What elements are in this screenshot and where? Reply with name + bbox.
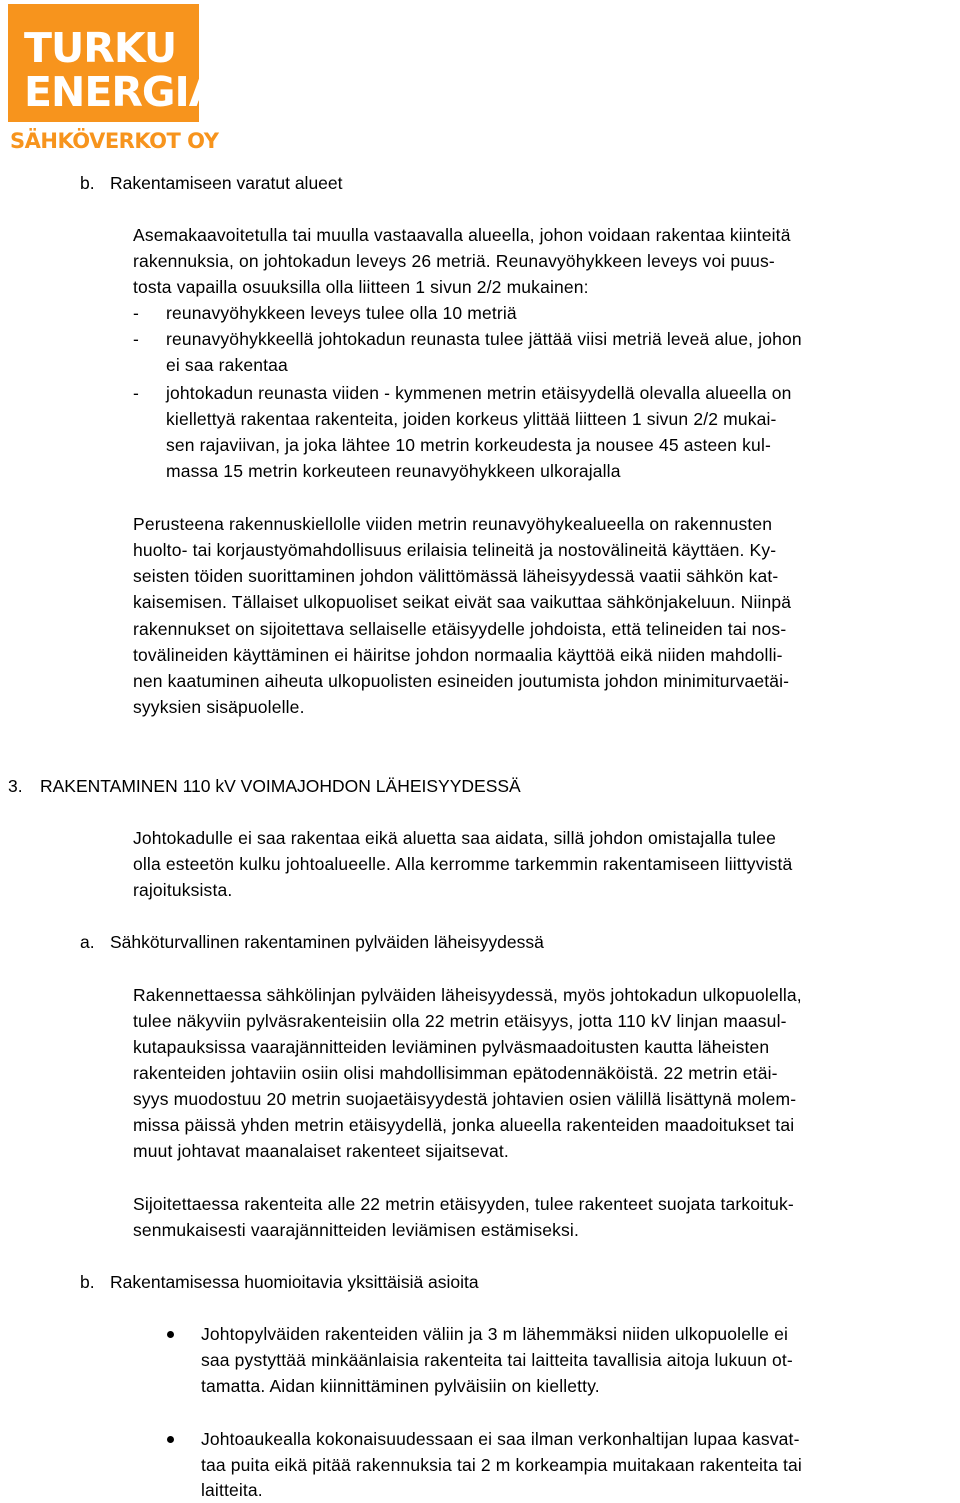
paragraph-line: senmukaisesti vaarajännitteiden leviämisen estämiseksi. [133, 1220, 579, 1240]
section-3-number: 3. [8, 776, 23, 796]
paragraph-line: nen kaatuminen aiheuta ulkopuolisten esineiden joutumista johdon minimiturvaetäi- [133, 671, 790, 691]
logo-text-energia: ENERGIA [24, 68, 220, 116]
bullet-item-line: laitteita. [201, 1480, 263, 1500]
bullet-item-line: tamatta. Aidan kiinnittäminen pylväisiin on kielletty. [201, 1376, 600, 1396]
paragraph-line: tulee näkyviin pylväsrakenteisiin olla 22 metrin etäisyys, jotta 110 kV linjan maasul- [133, 1011, 787, 1031]
section-3-title: RAKENTAMINEN 110 kV VOIMAJOHDON LÄHEISYYDESSÄ [40, 776, 521, 796]
logo-text-turku: TURKU [24, 24, 177, 72]
paragraph-line: missa päissä yhden metrin etäisyydellä, jonka alueella rakenteiden maadoitukset tai [133, 1115, 795, 1135]
bullet-item-line: Johtoaukealla kokonaisuudessaan ei saa ilman verkonhaltijan lupaa kasvat- [201, 1429, 800, 1449]
paragraph-line: Asemakaavoitetulla tai muulla vastaavalla alueella, johon voidaan rakentaa kiinteitä [133, 225, 791, 245]
paragraph-line: tosta vapailla osuuksilla olla liitteen 1 sivun 2/2 mukainen: [133, 277, 589, 297]
paragraph-line: kaisemisen. Tällaiset ulkopuoliset seikat eivät saa vaikuttaa sähkönjakeluun. Niinpä [133, 592, 792, 612]
paragraph-line: rakenteiden johtaviin osiin olisi mahdollisimman epätodennäköistä. 22 metrin etäi- [133, 1063, 778, 1083]
paragraph-line: muut johtavat maanalaiset rakenteet sijaitsevat. [133, 1141, 509, 1161]
list-item-line: johtokadun reunasta viiden - kymmenen metrin etäisyydellä olevalla alueella on [166, 383, 792, 403]
paragraph-line: olla esteetön kulku johtoalueelle. Alla kerromme tarkemmin rakentamiseen liittyvistä [133, 854, 793, 874]
list-item-line: reunavyöhykkeellä johtokadun reunasta tulee jättää viisi metriä leveä alue, johon [166, 329, 802, 349]
list-item-line: reunavyöhykkeen leveys tulee olla 10 metriä [166, 303, 517, 323]
bullet-item-line: saa pystyttää minkäänlaisia rakenteita tai laitteita tavallisia aitoja lukuun ot- [201, 1350, 793, 1370]
paragraph-line: Johtokadulle ei saa rakentaa eikä aluetta saa aidata, sillä johdon omistajalla tulee [133, 828, 777, 848]
section-b2-marker: b. [80, 1272, 95, 1292]
list-item-line: massa 15 metrin korkeuteen reunavyöhykkeen ulkorajalla [166, 461, 621, 481]
paragraph-line: Perusteena rakennuskiellolle viiden metrin reunavyöhykealueella on rakennusten [133, 514, 773, 534]
section-b2-title: Rakentamisessa huomioitavia yksittäisiä asioita [110, 1272, 479, 1292]
list-dash: - [133, 329, 139, 349]
section-b1-title: Rakentamiseen varatut alueet [110, 173, 343, 193]
paragraph-line: syyksien sisäpuolelle. [133, 697, 305, 717]
section-b1-marker: b. [80, 173, 95, 193]
list-item-line: kiellettyä rakentaa rakenteita, joiden korkeus ylittää liitteen 1 sivun 2/2 mukai- [166, 409, 777, 429]
paragraph-line: kutapauksissa vaarajännitteiden leviäminen pylväsmaadoitusten kautta läheisten [133, 1037, 770, 1057]
list-item-line: sen rajaviivan, ja joka lähtee 10 metrin korkeudesta ja nousee 45 asteen kul- [166, 435, 771, 455]
bullet-item-line: taa puita eikä pitää rakennuksia tai 2 m korkeampia muitakaan rakenteita tai [201, 1455, 802, 1475]
logo-subtitle: SÄHKÖVERKOT OY [10, 129, 219, 153]
logo [8, 4, 220, 122]
paragraph-line: Sijoitettaessa rakenteita alle 22 metrin etäisyyden, tulee rakenteet suojata tarkoituk- [133, 1194, 794, 1214]
paragraph-line: Rakennettaessa sähkölinjan pylväiden läheisyydessä, myös johtokadun ulkopuolella, [133, 985, 802, 1005]
paragraph-line: syys muodostuu 20 metrin suojaetäisyydestä johtavien osien välillä lisättynä molem- [133, 1089, 797, 1109]
paragraph-line: rakennuksia, on johtokadun leveys 26 metriä. Reunavyöhykkeen leveys voi puus- [133, 251, 775, 271]
section-a-marker: a. [80, 932, 95, 952]
paragraph-line: tovälineiden käyttäminen ei häiritse johdon normaalia käyttöä eikä niiden mahdolli- [133, 645, 783, 665]
paragraph-line: rakennukset on sijoitettava sellaiselle etäisyydelle johdoista, että telineiden tai nos- [133, 619, 787, 639]
list-dash: - [133, 303, 139, 323]
paragraph-line: seisten töiden suorittaminen johdon välittömässä läheisyydessä vaatii sähkön kat- [133, 566, 779, 586]
section-a-title: Sähköturvallinen rakentaminen pylväiden läheisyydessä [110, 932, 544, 952]
bullet-icon [167, 1436, 174, 1443]
list-dash: - [133, 383, 139, 403]
paragraph-line: huolto- tai korjaustyömahdollisuus erilaisia telineitä ja nostovälineitä käyttäen. Ky- [133, 540, 777, 560]
bullet-item-line: Johtopylväiden rakenteiden väliin ja 3 m lähemmäksi niiden ulkopuolelle ei [201, 1324, 788, 1344]
paragraph-line: rajoituksista. [133, 880, 233, 900]
list-item-line: ei saa rakentaa [166, 355, 288, 375]
bullet-icon [167, 1331, 174, 1338]
